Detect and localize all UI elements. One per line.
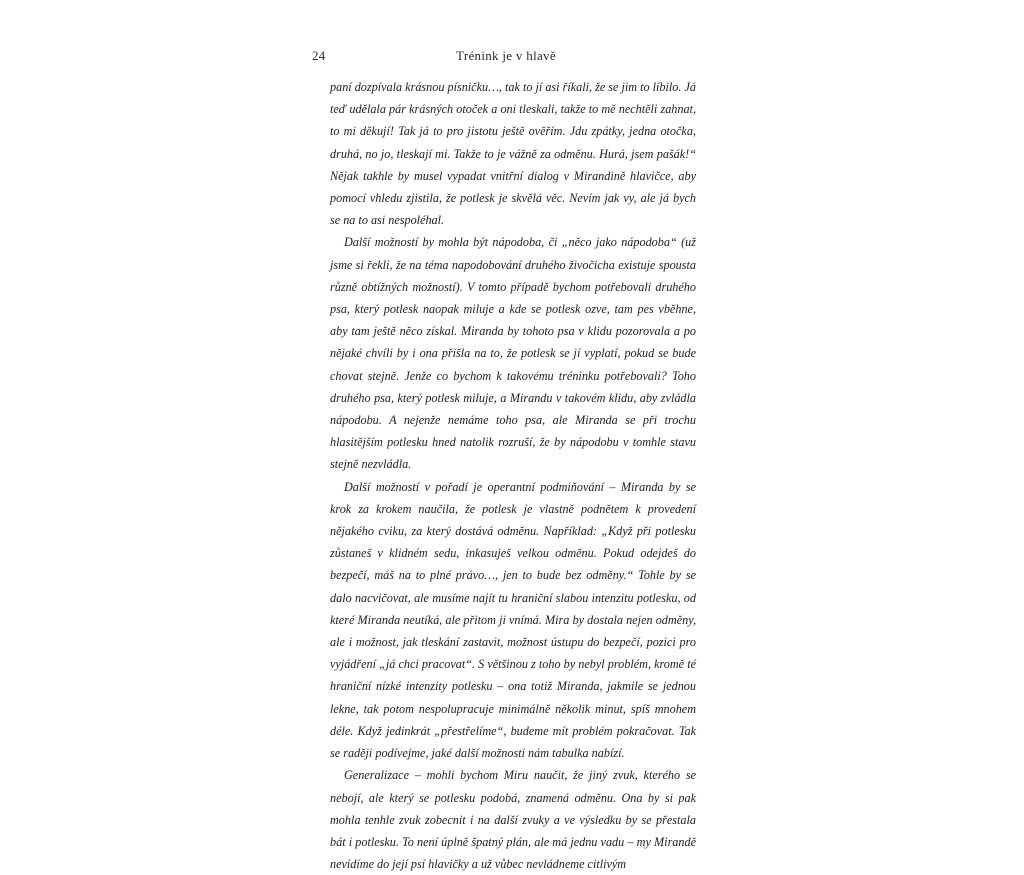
- paragraph: Generalizace – mohli bychom Miru naučit, že jiný zvuk, kterého se nebojí, ale který se potlesku podobá, znamená odměnu. Ona by si pak mohla tenhle zvuk zobecnit i na další zvuky a ve výsledku by se přestala bát i potlesku. To není úplně špatný plán, ale má jednu vadu – my Mirandě nevidíme do její psí hlavičky a už vůbec nevládneme citlivým: [330, 768, 696, 872]
- paragraph: Další možností by mohla být nápodoba, či „něco jako nápodoba“ (už jsme si řekli, že na téma napodobování druhého živočicha existuje spousta různě obtížných možností). V tomto případě bychom potřebovali druhého psa, který potlesk naopak miluje a kde se potlesk ozve, tam pes vběhne, aby tam ještě něco získal. Miranda by tohoto psa v klidu pozorovala a po nějaké chvíli by i ona přišla na to, že potlesk se jí vyplatí, pokud se bude chovat stejně. Jenže co bychom k takovému tréninku potřebovali? Toho druhého psa, který potlesk miluje, a Mirandu v takovém klidu, aby zvládla nápodobu. A nejenže nemáme toho psa, ale Miranda se při trochu hlasitějším potlesku hned natolik rozruší, že by nápodobu v tomhle stavu stejně nezvládla.: [330, 235, 696, 472]
- page-number: 24: [312, 48, 326, 63]
- running-title: Trénink je v hlavě: [456, 48, 556, 63]
- paragraph: Další možností v pořadí je operantní podmiňování – Miranda by se krok za krokem naučila, že potlesk je vlastně podnětem k provedení nějakého cviku, za který dostává odměnu. Například: „Když při potlesku zůstaneš v klidném sedu, inkasuješ velkou odměnu. Pokud odejdeš do bezpečí, máš na to plné právo…, jen to bude bez odměny.“ Tohle by se dalo nacvičovat, ale musíme najít tu hraniční slabou intenzitu potlesku, od které Miranda neutíká, ale přitom ji vnímá. Mira by dostala nejen odměny, ale i možnost, jak tleskání zastavit, možnost ústupu do bezpečí, pozici pro vyjádření „já chci pracovat“. S většinou z toho by nebyl problém, kromě té hraniční nízké intenzity potlesku – ona totiž Miranda, jakmile se jednou lekne, tak potom nespolupracuje minimálně několik minut, spíš mnohem déle. Když jedinkrát „přestřelíme“, budeme mít problém pokračovat. Tak se raději podívejme, jaké další možnosti nám tabulka nabízí.: [330, 479, 696, 761]
- paragraph: paní dozpívala krásnou písničku…, tak to jí asi říkali, že se jim to líbilo. Já teď udělala pár krásných otoček a oni tleskali, takže to mě nechtěli zahnat, to mi děkují! Tak já to pro jistotu ještě ověřím. Jdu zpátky, jedna otočka, druhá, no jo, tleskají mi. Takže to je vážně za odměnu. Hurá, jsem pašák!“ Nějak takhle by musel vypadat vnitřní dialog v Mirandině hlavičce, aby pomocí vhledu zjistila, že potlesk je skvělá věc. Nevím jak vy, ale já bych se na to asi nespoléhal.: [330, 80, 696, 228]
- page-header: [312, 48, 700, 68]
- body-text: [330, 76, 696, 875]
